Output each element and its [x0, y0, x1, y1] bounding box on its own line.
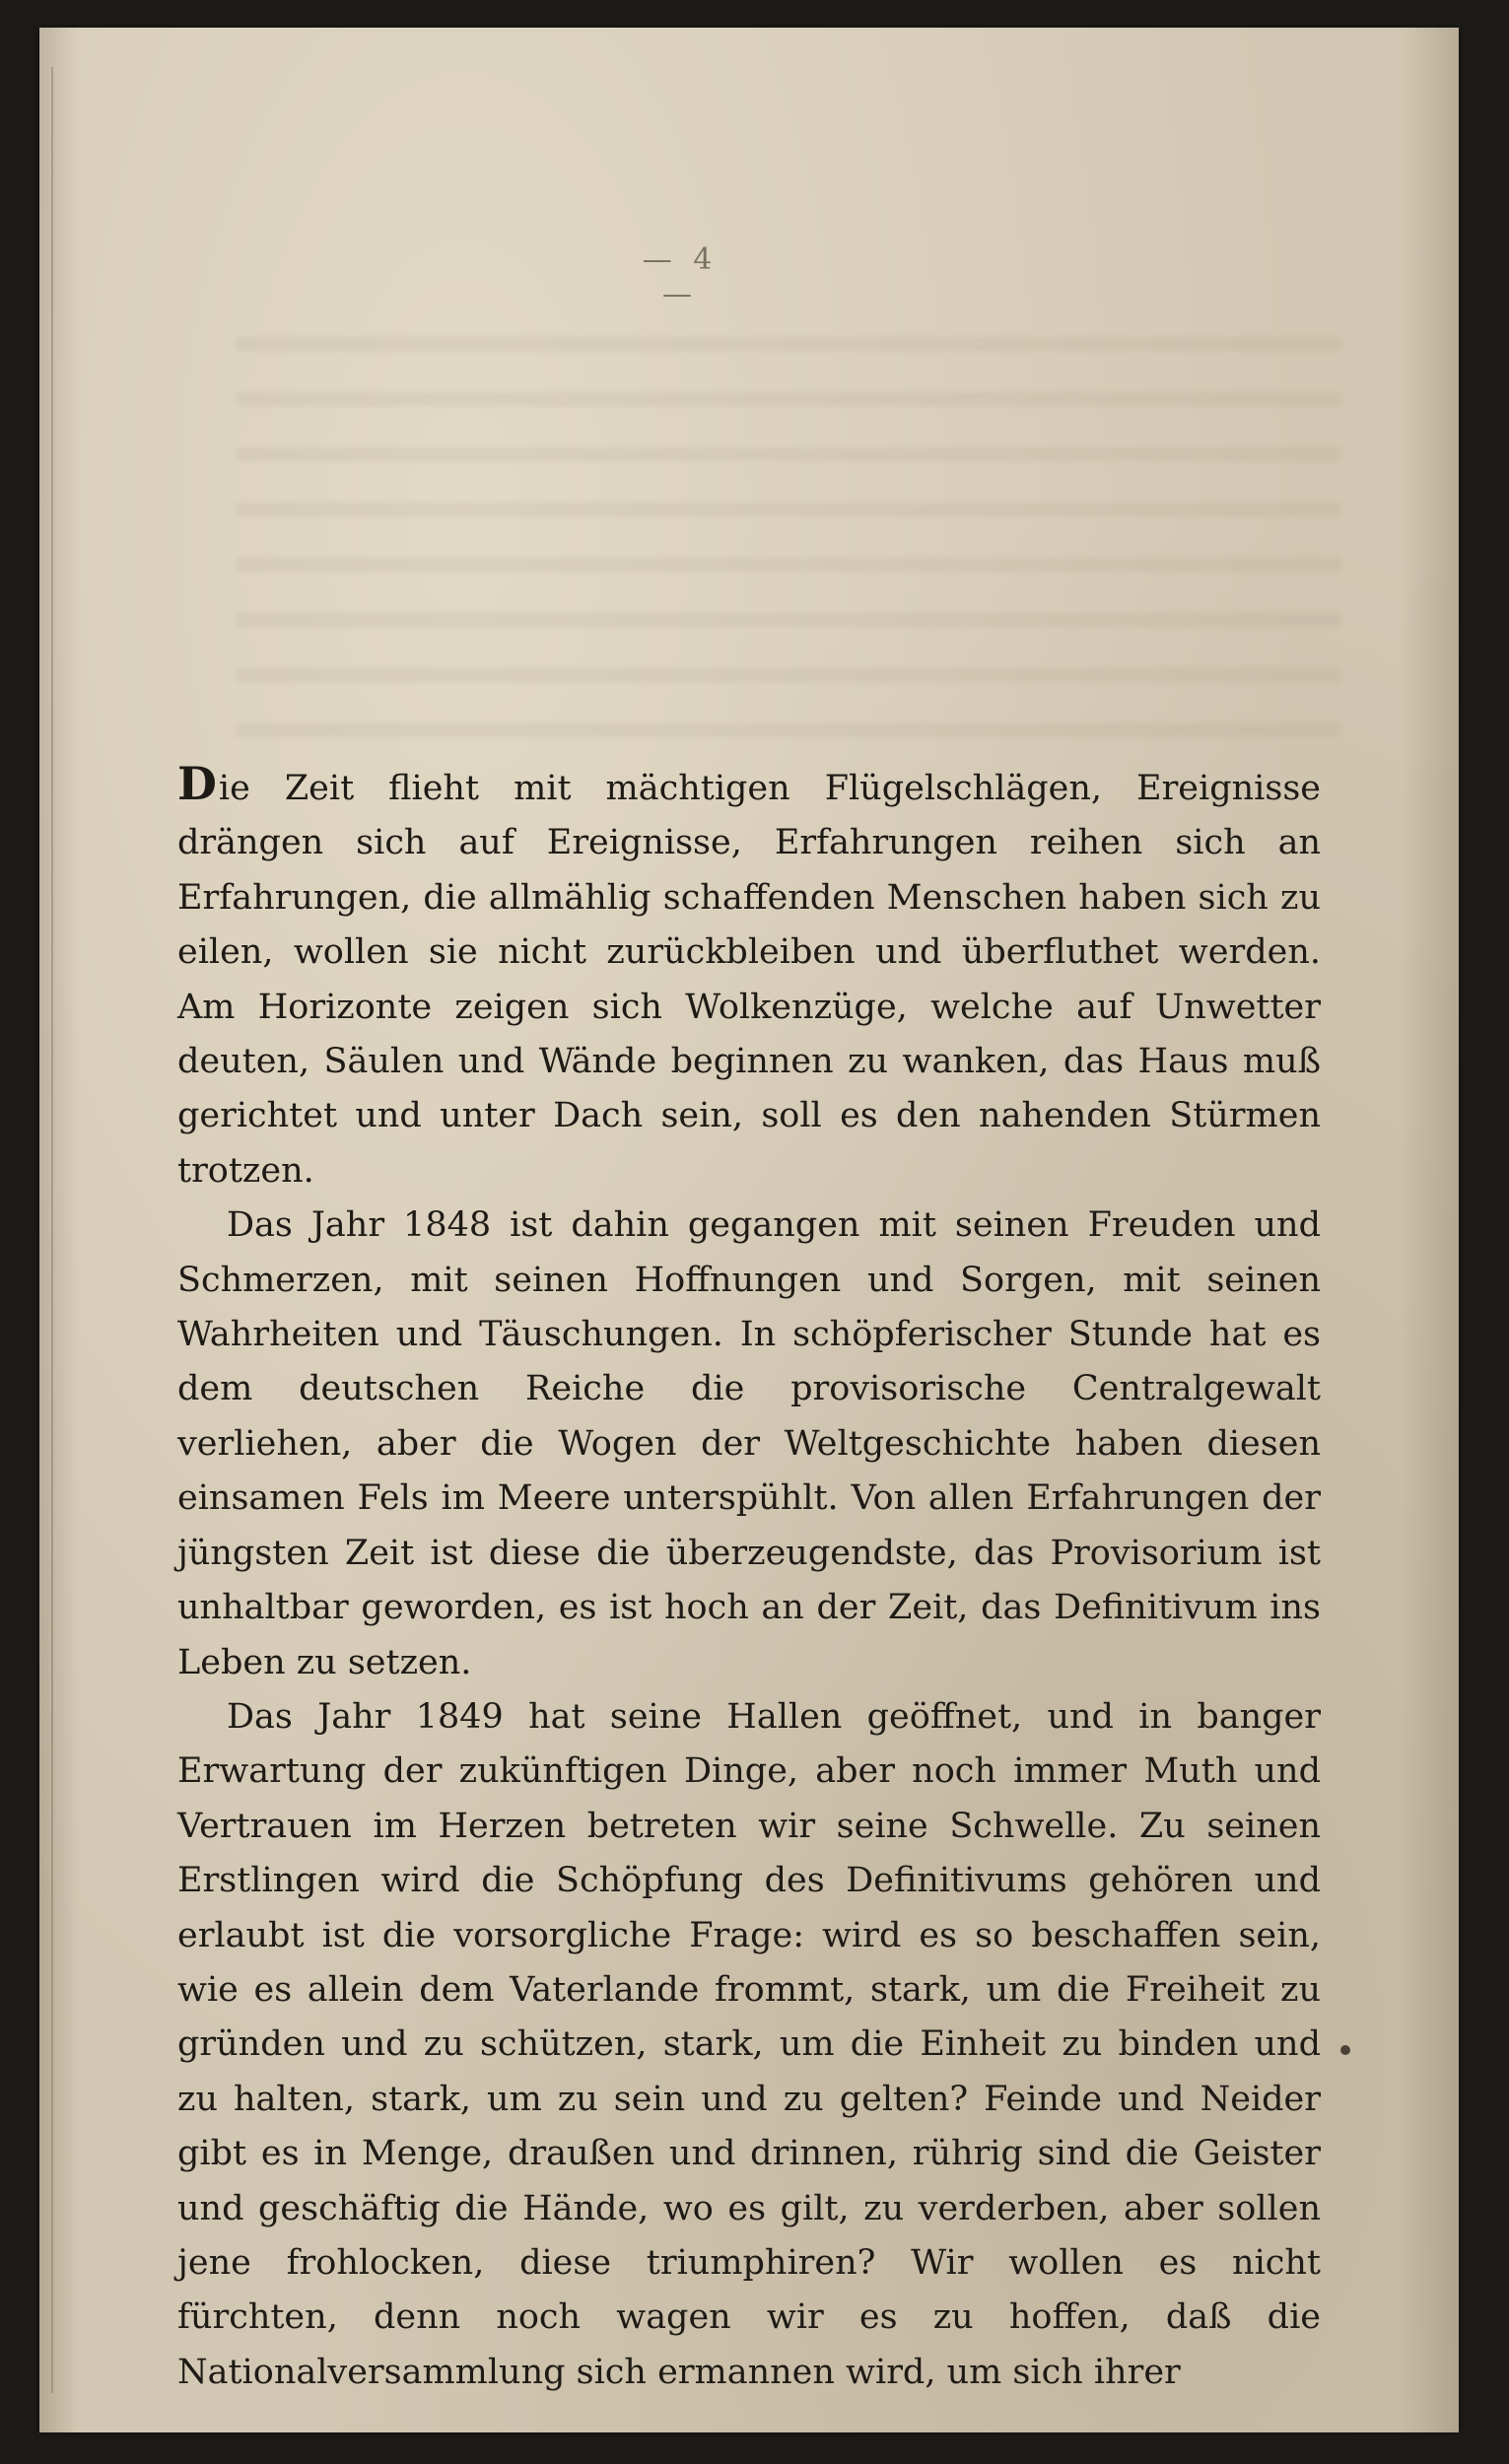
page-number: — 4 — [642, 242, 719, 311]
show-through-text [237, 323, 1340, 737]
paragraph-3: Das Jahr 1849 hat seine Hallen geöffnet, und in banger Erwartung der zukünftigen Dinge, aber noch immer Muth und Vertrauen im Herzen betreten wir seine Schwelle. Zu seinen Erstlingen wird die Schöpfung des Definitivums gehören und erlaubt ist die vorsorgliche Frage: wird es so beschaffen sein, wie es allein dem Vaterlande frommt, stark, um die Freiheit zu gründen und zu schützen, stark, um die Einheit zu binden und zu halten, stark, um zu sein und zu gelten? Feinde und Neider gibt es in Menge, draußen und drinnen, rührig sind die Geister und geschäftig die Hände, wo es gilt, zu verderben, aber sollen jene frohlocken, diese triumphiren? Wir wollen es nicht fürchten, denn noch wagen wir es zu hoffen, daß die Nationalversammlung sich ermannen wird, um sich ihrer [177, 1696, 1321, 2392]
page-fold-line [51, 67, 53, 2393]
book-page [39, 28, 1459, 2432]
margin-mark [1340, 2045, 1350, 2055]
paragraph-1-text: ie Zeit flieht mit mächtigen Flügelschlägen, Ereignisse drängen sich auf Ereignisse, Erfahrungen reihen sich an Erfahrungen, die allmählig schaffenden Menschen haben sich zu eilen, wollen sie nicht zurückbleiben und überfluthet werden. Am Horizonte zeigen sich Wolkenzüge, welche auf Unwetter deuten, Säulen und Wände beginnen zu wanken, das Haus muß gerichtet und unter Dach sein, soll es den nahenden Stürmen trotzen. [177, 769, 1321, 1191]
body-text [177, 757, 1321, 2400]
paragraph-1 [177, 757, 1321, 1198]
drop-cap: D [177, 757, 219, 810]
paragraph-2: Das Jahr 1848 ist dahin gegangen mit seinen Freuden und Schmerzen, mit seinen Hoffnungen und Sorgen, mit seinen Wahrheiten und Täuschungen. In schöpferischer Stunde hat es dem deutschen Reiche die provisorische Centralgewalt verliehen, aber die Wogen der Weltgeschichte haben diesen einsamen Fels im Meere unterspühlt. Von allen Erfahrungen der jüngsten Zeit ist diese die überzeugendste, das Provisorium ist unhaltbar geworden, es ist hoch an der Zeit, das Definitivum ins Leben zu setzen. [177, 1205, 1321, 1682]
